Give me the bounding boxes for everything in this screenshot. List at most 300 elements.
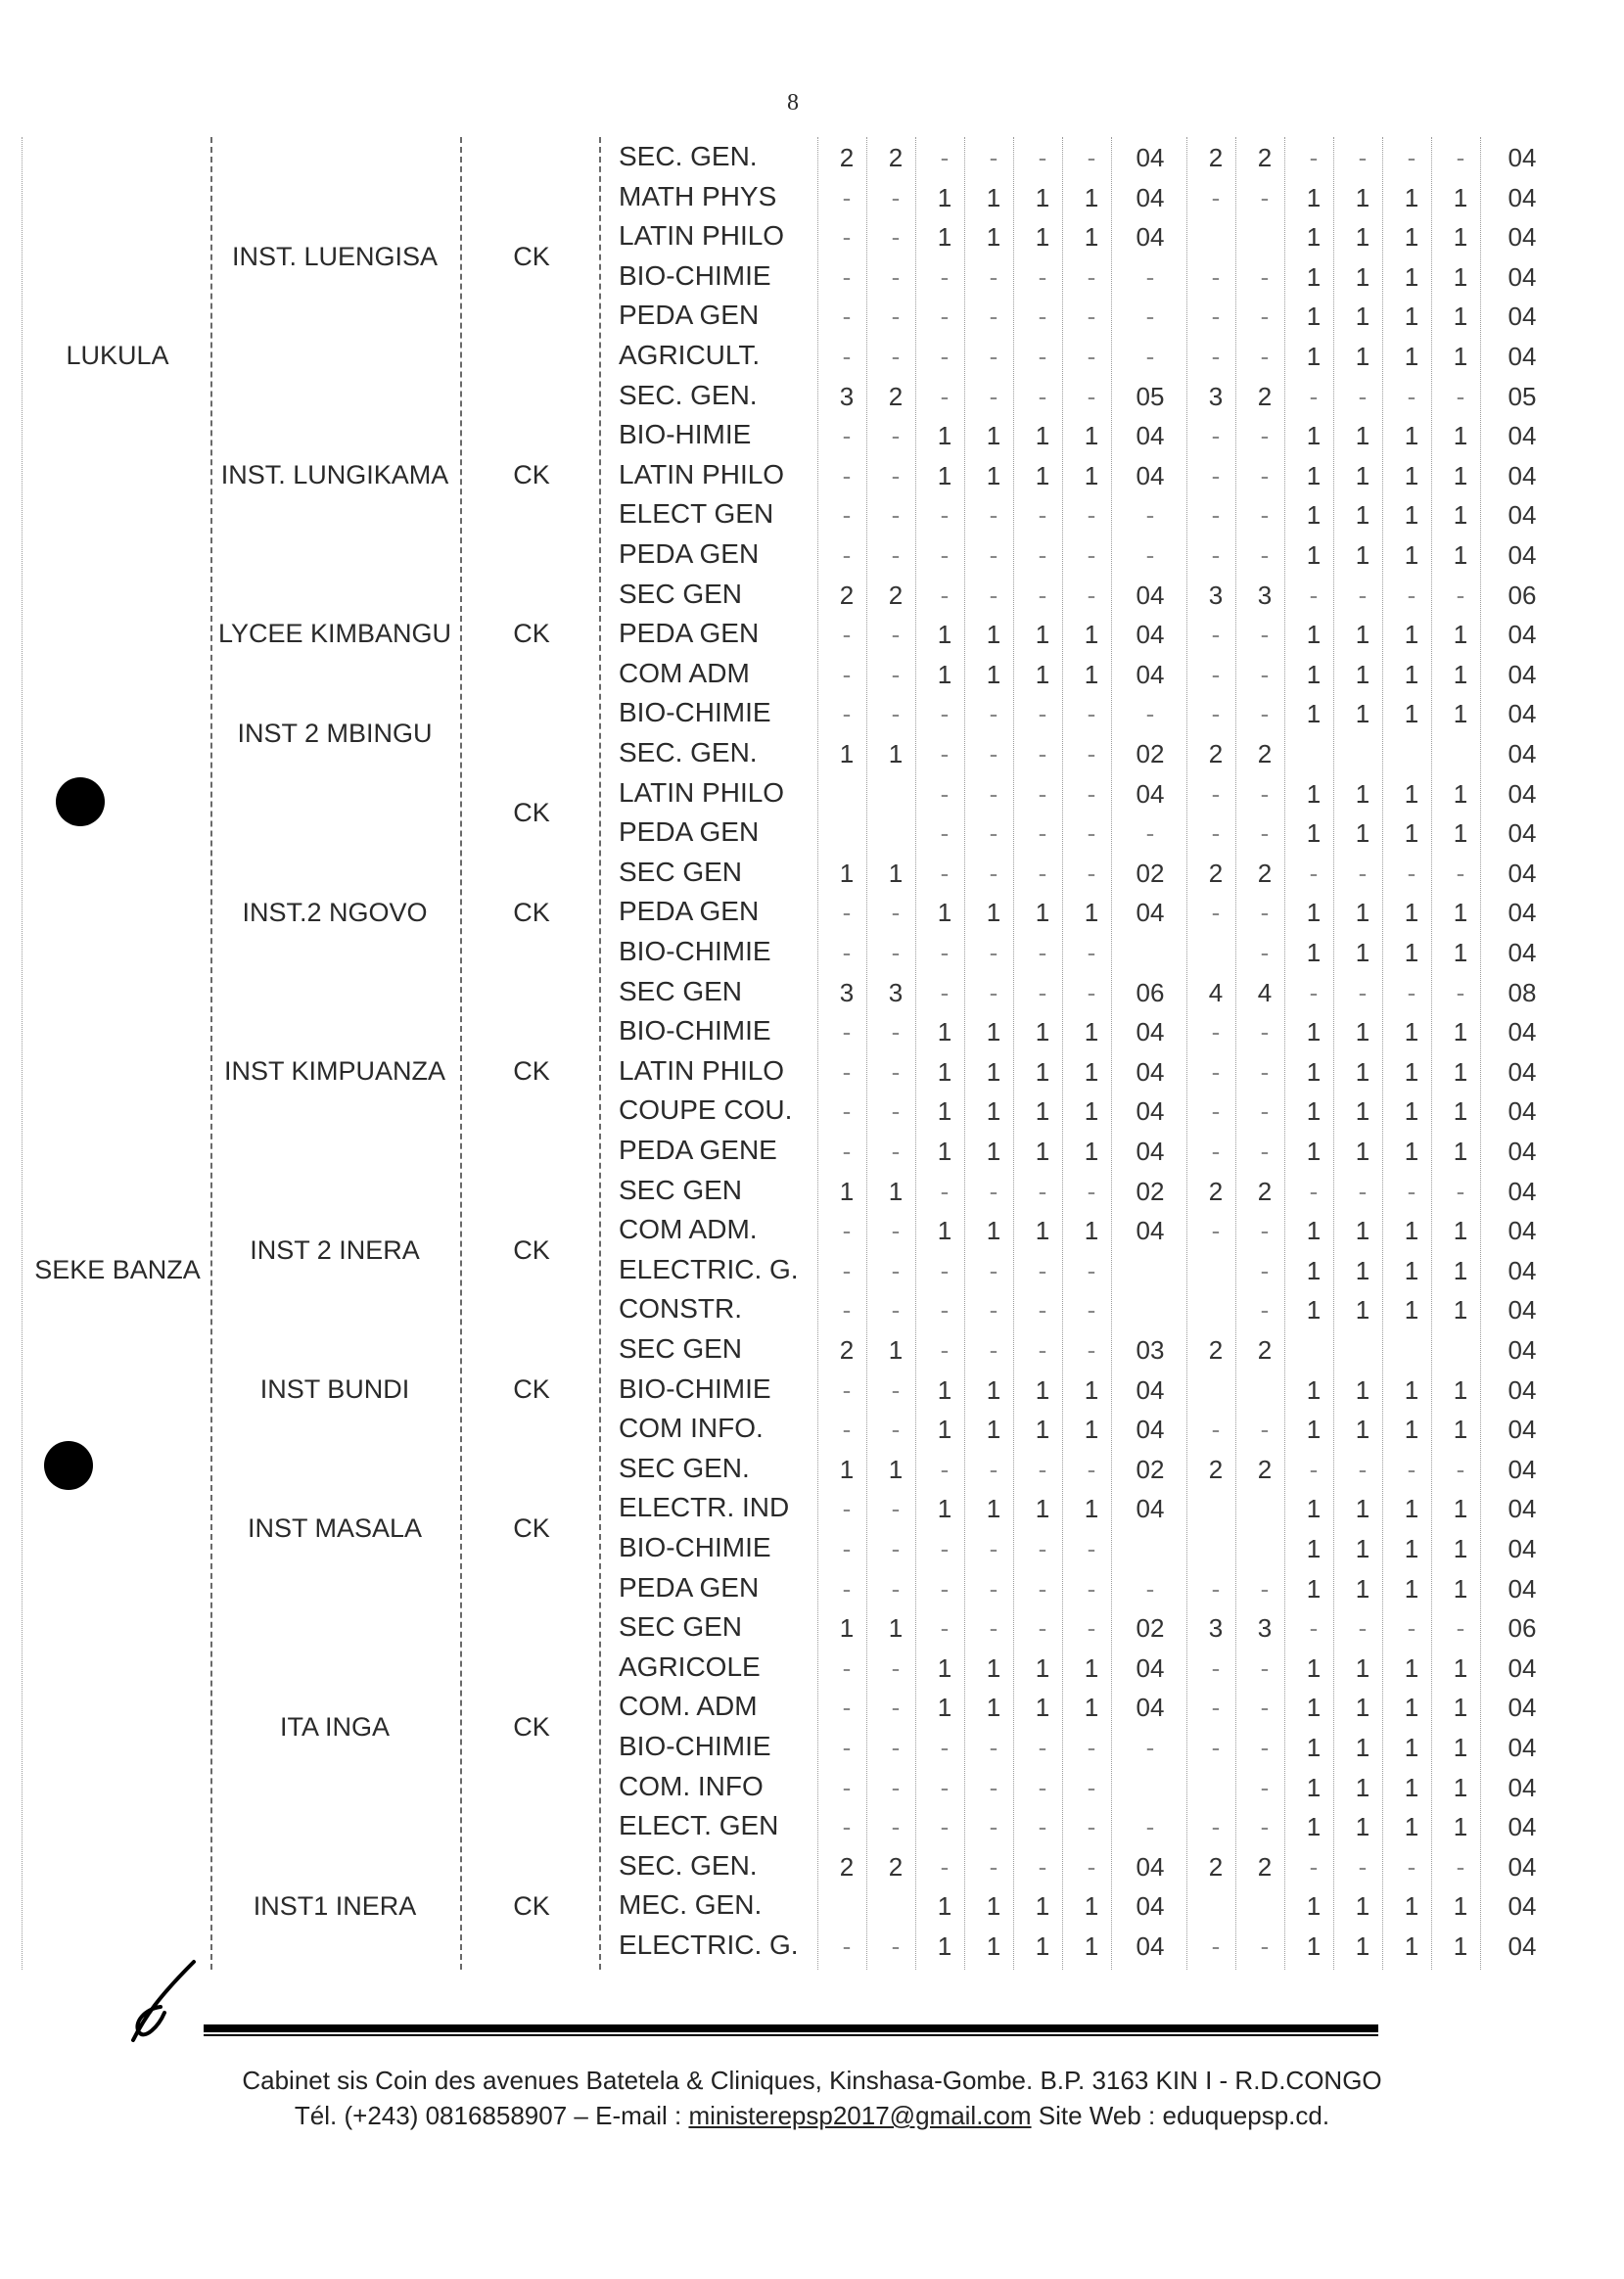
count-cell: 1 (986, 1017, 1001, 1047)
count-cell: - (891, 1534, 901, 1563)
count-cell: 1 (1404, 1255, 1419, 1285)
footer-site[interactable]: eduquepsp.cd. (1162, 2101, 1330, 2130)
count-cell: - (989, 818, 998, 849)
count-cell: 06 (1136, 977, 1165, 1007)
count-cell: 1 (986, 1056, 1001, 1087)
count-cell: 1 (1355, 818, 1370, 849)
count-cell: - (1211, 500, 1221, 531)
count-cell: 1 (1306, 182, 1322, 212)
count-cell: - (1038, 1733, 1047, 1762)
count-cell: 1 (1035, 1137, 1050, 1166)
count-cell: 1 (1453, 699, 1468, 729)
count-cell: - (1211, 1693, 1221, 1723)
count-cell: 1 (1084, 898, 1099, 928)
count-cell: 1 (1084, 1494, 1099, 1524)
count-cell: 1 (839, 1454, 855, 1484)
option-name: BIO-CHIMIE (619, 1372, 771, 1404)
count-cell: 2 (1257, 1454, 1273, 1484)
count-cell: 1 (1306, 1056, 1322, 1087)
count-cell: 1 (1404, 1494, 1419, 1524)
count-cell: 1 (986, 1693, 1001, 1723)
count-cell: - (1407, 143, 1416, 172)
count-cell: - (1038, 261, 1047, 292)
count-cell: - (1038, 302, 1047, 332)
count-cell: 1 (1453, 1096, 1468, 1127)
count-cell: - (891, 1812, 901, 1842)
count-cell: - (989, 342, 998, 371)
count-cell: 1 (1355, 1534, 1370, 1563)
count-cell: 3 (1208, 580, 1224, 610)
count-cell: - (842, 1931, 852, 1961)
count-cell: - (1211, 540, 1221, 570)
count-cell: - (940, 1255, 950, 1285)
count-cell: 1 (888, 1613, 904, 1644)
count-cell: 1 (937, 1415, 952, 1445)
count-cell: - (989, 580, 998, 610)
count-cell: 04 (1508, 1693, 1537, 1723)
footer-phone: Tél. (+243) 0816858907 – E-mail : (294, 2101, 689, 2130)
count-cell: - (1087, 381, 1096, 411)
count-cell: 04 (1136, 1652, 1165, 1683)
column-divider (460, 137, 462, 1970)
count-cell: 1 (1453, 1295, 1468, 1326)
count-cell: - (989, 302, 998, 332)
count-cell: - (940, 1573, 950, 1604)
option-name: MEC. GEN. (619, 1889, 763, 1921)
count-cell: - (842, 1216, 852, 1246)
count-cell: - (1211, 699, 1221, 729)
count-cell: - (1260, 1216, 1270, 1246)
count-cell: 1 (937, 1374, 952, 1405)
count-cell: 1 (1453, 1534, 1468, 1563)
count-cell: - (1260, 699, 1270, 729)
count-cell: - (1260, 302, 1270, 332)
count-cell: - (1211, 818, 1221, 849)
count-cell: - (891, 460, 901, 490)
count-cell: 1 (1306, 1494, 1322, 1524)
column-divider (915, 137, 916, 1970)
count-cell: 1 (986, 1652, 1001, 1683)
count-cell: 1 (1306, 1733, 1322, 1762)
count-cell: 1 (1355, 1295, 1370, 1326)
option-name: LATIN PHILO (619, 1054, 785, 1086)
count-cell: - (842, 659, 852, 689)
count-cell: 04 (1508, 342, 1537, 371)
count-cell: - (842, 1772, 852, 1802)
count-cell: 1 (1306, 261, 1322, 292)
count-cell: - (989, 1573, 998, 1604)
count-cell: - (891, 1017, 901, 1047)
count-cell: - (940, 1812, 950, 1842)
option-name: ELECTRIC. G. (619, 1253, 799, 1284)
count-cell: - (1087, 977, 1096, 1007)
count-cell: 04 (1136, 1216, 1165, 1246)
count-cell: 1 (1453, 182, 1468, 212)
column-divider (1382, 137, 1383, 1970)
count-cell: 2 (888, 381, 904, 411)
count-cell: - (842, 1693, 852, 1723)
count-cell: - (1260, 1812, 1270, 1842)
count-cell: 1 (1355, 1931, 1370, 1961)
count-cell: - (1260, 1017, 1270, 1047)
count-cell: 1 (1453, 1056, 1468, 1087)
count-cell: - (989, 977, 998, 1007)
count-cell: 04 (1508, 460, 1537, 490)
count-cell: 1 (1084, 659, 1099, 689)
count-cell: - (1358, 381, 1368, 411)
count-cell: - (1087, 1812, 1096, 1842)
count-cell: - (1260, 938, 1270, 967)
option-name: ELECTR. IND (619, 1492, 790, 1523)
count-cell: 1 (1355, 1374, 1370, 1405)
count-cell: - (1038, 540, 1047, 570)
column-divider (1111, 137, 1112, 1970)
count-cell: 2 (839, 580, 855, 610)
count-cell: 1 (937, 659, 952, 689)
count-cell: 1 (1404, 1534, 1419, 1563)
count-cell: 1 (937, 1891, 952, 1922)
option-name: CONSTR. (619, 1293, 742, 1325)
count-cell: 1 (1355, 1415, 1370, 1445)
count-cell: - (1407, 1454, 1416, 1484)
count-cell: - (1309, 580, 1319, 610)
column-divider (1480, 137, 1481, 1970)
count-cell: - (842, 540, 852, 570)
count-cell: - (1087, 778, 1096, 809)
count-cell: 1 (1306, 1812, 1322, 1842)
count-cell: - (842, 421, 852, 451)
count-cell: 04 (1508, 1652, 1537, 1683)
count-cell: 08 (1508, 977, 1537, 1007)
count-cell: 1 (937, 222, 952, 253)
count-cell: - (1145, 1812, 1155, 1842)
count-cell: 1 (1084, 1374, 1099, 1405)
count-cell: - (1456, 1851, 1465, 1882)
count-cell: - (1211, 1812, 1221, 1842)
count-cell: - (1038, 1295, 1047, 1326)
count-cell: 1 (1453, 1494, 1468, 1524)
count-cell: 04 (1508, 1176, 1537, 1206)
footer-email-link[interactable]: ministerepsp2017@gmail.com (688, 2101, 1032, 2130)
count-cell: 02 (1136, 1613, 1165, 1644)
count-cell: 1 (1453, 1216, 1468, 1246)
count-cell: - (1260, 1652, 1270, 1683)
count-cell: 04 (1508, 1733, 1537, 1762)
count-cell: 1 (1035, 1494, 1050, 1524)
count-cell: 1 (937, 1137, 952, 1166)
count-cell: - (1038, 977, 1047, 1007)
count-cell: 1 (1084, 1096, 1099, 1127)
count-cell: - (1145, 1573, 1155, 1604)
option-name: ELECTRIC. G. (619, 1930, 799, 1960)
count-cell: 04 (1508, 182, 1537, 212)
regime-code: CK (513, 619, 550, 649)
count-cell: 04 (1508, 1772, 1537, 1802)
count-cell: 04 (1508, 739, 1537, 768)
count-cell: 1 (1453, 1772, 1468, 1802)
count-cell: 1 (1084, 1216, 1099, 1246)
count-cell: - (1087, 699, 1096, 729)
school-options-table (0, 137, 1624, 1968)
count-cell: - (1087, 143, 1096, 172)
count-cell: 1 (1404, 699, 1419, 729)
count-cell: 04 (1136, 778, 1165, 809)
count-cell: 1 (1306, 938, 1322, 967)
count-cell: - (989, 1851, 998, 1882)
option-name: COM. ADM (619, 1691, 758, 1722)
count-cell: 1 (1035, 659, 1050, 689)
count-cell: - (1407, 977, 1416, 1007)
count-cell: 1 (986, 1891, 1001, 1922)
count-cell: - (1211, 1096, 1221, 1127)
count-cell: - (842, 1137, 852, 1166)
count-cell: 04 (1136, 143, 1165, 172)
count-cell: 2 (888, 1851, 904, 1882)
punch-hole-mark (44, 1441, 93, 1490)
regime-code: CK (513, 459, 550, 489)
option-name: COM ADM. (619, 1214, 758, 1245)
count-cell: 1 (839, 1613, 855, 1644)
count-cell: 2 (1208, 739, 1224, 768)
count-cell: - (1260, 1733, 1270, 1762)
school-name: INST BUNDI (259, 1373, 410, 1404)
count-cell: 1 (1404, 1652, 1419, 1683)
count-cell: - (1456, 143, 1465, 172)
count-cell: 1 (1355, 1255, 1370, 1285)
count-cell: 1 (1355, 1772, 1370, 1802)
count-cell: - (1309, 1851, 1319, 1882)
option-name: PEDA GEN (619, 816, 760, 848)
school-name: INST MASALA (247, 1512, 423, 1543)
count-cell: - (1087, 1255, 1096, 1285)
footer-rule (204, 2024, 1378, 2032)
count-cell: 1 (1306, 1374, 1322, 1405)
count-cell: 4 (1257, 977, 1273, 1007)
option-name: BIO-CHIMIE (619, 1731, 771, 1761)
count-cell: 1 (1306, 1891, 1322, 1922)
count-cell: - (1087, 1772, 1096, 1802)
count-cell: 1 (1355, 938, 1370, 967)
count-cell: 2 (839, 1335, 855, 1365)
count-cell: - (940, 143, 950, 172)
count-cell: 1 (1355, 1693, 1370, 1723)
regime-code: CK (513, 1234, 550, 1265)
count-cell: 1 (1453, 898, 1468, 928)
count-cell: - (989, 540, 998, 570)
option-name: PEDA GEN (619, 896, 760, 927)
count-cell: - (842, 182, 852, 212)
count-cell: 04 (1508, 222, 1537, 253)
count-cell: - (989, 1534, 998, 1563)
count-cell: 1 (986, 1931, 1001, 1961)
option-name: COUPE COU. (619, 1094, 793, 1126)
count-cell: 1 (1404, 1216, 1419, 1246)
count-cell: 1 (1084, 1017, 1099, 1047)
count-cell: - (1407, 1176, 1416, 1206)
count-cell: - (842, 1812, 852, 1842)
count-cell: 04 (1508, 1454, 1537, 1484)
count-cell: 1 (1084, 1652, 1099, 1683)
count-cell: 04 (1136, 898, 1165, 928)
count-cell: 1 (1306, 699, 1322, 729)
count-cell: 04 (1508, 778, 1537, 809)
count-cell: 1 (1355, 1494, 1370, 1524)
count-cell: - (1260, 1137, 1270, 1166)
count-cell: 1 (1355, 460, 1370, 490)
school-name: INST. LUENGISA (231, 241, 439, 271)
count-cell: - (891, 1415, 901, 1445)
count-cell: 2 (888, 143, 904, 172)
count-cell: 1 (839, 858, 855, 888)
count-cell: 1 (1404, 182, 1419, 212)
option-name: PEDA GEN (619, 538, 760, 569)
count-cell: 1 (1404, 1573, 1419, 1604)
count-cell: - (1038, 1534, 1047, 1563)
count-cell: - (1456, 580, 1465, 610)
count-cell: 1 (937, 1216, 952, 1246)
column-divider (817, 137, 818, 1970)
count-cell: - (1260, 261, 1270, 292)
count-cell: 1 (937, 460, 952, 490)
count-cell: 3 (839, 381, 855, 411)
count-cell: 1 (1453, 421, 1468, 451)
option-name: LATIN PHILO (619, 220, 785, 252)
count-cell: - (842, 898, 852, 928)
count-cell: 04 (1136, 580, 1165, 610)
option-name: BIO-CHIMIE (619, 697, 771, 728)
count-cell: 1 (1355, 421, 1370, 451)
count-cell: 2 (1257, 143, 1273, 172)
count-cell: 1 (1355, 1056, 1370, 1087)
count-cell: - (940, 540, 950, 570)
count-cell: 04 (1508, 1931, 1537, 1961)
count-cell: 1 (1035, 460, 1050, 490)
school-name: LYCEE KIMBANGU (217, 619, 452, 649)
count-cell: - (1407, 1851, 1416, 1882)
count-cell: 1 (1035, 1017, 1050, 1047)
count-cell: 1 (1306, 540, 1322, 570)
count-cell: - (1038, 778, 1047, 809)
count-cell: 1 (1084, 1415, 1099, 1445)
count-cell: 1 (1355, 620, 1370, 650)
count-cell: - (1038, 342, 1047, 371)
count-cell: 04 (1508, 1374, 1537, 1405)
count-cell: - (891, 182, 901, 212)
option-name: COM. INFO (619, 1770, 764, 1801)
count-cell: 1 (986, 1216, 1001, 1246)
option-name: SEC GEN (619, 1611, 743, 1643)
count-cell: - (1260, 818, 1270, 849)
count-cell: 1 (1355, 1137, 1370, 1166)
count-cell: - (1260, 460, 1270, 490)
count-cell: 2 (1257, 1851, 1273, 1882)
count-cell: - (989, 1613, 998, 1644)
count-cell: 04 (1508, 858, 1537, 888)
count-cell: 1 (1035, 1891, 1050, 1922)
count-cell: 1 (1404, 1295, 1419, 1326)
count-cell: - (989, 1295, 998, 1326)
count-cell: - (891, 1255, 901, 1285)
count-cell: 04 (1508, 620, 1537, 650)
count-cell: 04 (1508, 898, 1537, 928)
count-cell: - (1456, 381, 1465, 411)
count-cell: - (1309, 1454, 1319, 1484)
count-cell: 1 (1306, 778, 1322, 809)
count-cell: - (842, 222, 852, 253)
option-name: PEDA GEN (619, 618, 760, 649)
count-cell: 04 (1508, 818, 1537, 849)
count-cell: 1 (1035, 1096, 1050, 1127)
count-cell: 1 (1355, 1096, 1370, 1127)
count-cell: 1 (1035, 1693, 1050, 1723)
count-cell: 04 (1136, 1017, 1165, 1047)
count-cell: - (940, 739, 950, 768)
count-cell: - (1211, 302, 1221, 332)
option-name: PEDA GEN (619, 1571, 760, 1603)
count-cell: - (1456, 858, 1465, 888)
count-cell: - (989, 739, 998, 768)
option-name: SEC. GEN. (619, 1849, 758, 1881)
count-cell: - (989, 938, 998, 967)
count-cell: - (1260, 778, 1270, 809)
count-cell: - (1087, 342, 1096, 371)
count-cell: - (940, 1295, 950, 1326)
count-cell: - (1087, 1613, 1096, 1644)
count-cell: - (1087, 1335, 1096, 1365)
count-cell: 1 (1084, 1693, 1099, 1723)
count-cell: - (1358, 1613, 1368, 1644)
count-cell: 04 (1136, 182, 1165, 212)
count-cell: - (891, 1056, 901, 1087)
count-cell: - (1211, 898, 1221, 928)
count-cell: - (842, 1295, 852, 1326)
regime-code: CK (513, 1711, 550, 1742)
count-cell: 1 (1404, 778, 1419, 809)
count-cell: 1 (1453, 818, 1468, 849)
count-cell: 1 (986, 182, 1001, 212)
count-cell: - (940, 500, 950, 531)
count-cell: - (1087, 261, 1096, 292)
count-cell: 1 (888, 1454, 904, 1484)
count-cell: 1 (1084, 222, 1099, 253)
count-cell: 1 (1306, 302, 1322, 332)
count-cell: - (1211, 261, 1221, 292)
count-cell: - (1087, 302, 1096, 332)
count-cell: - (940, 1176, 950, 1206)
count-cell: 1 (1306, 1693, 1322, 1723)
district-name: LUKULA (66, 341, 169, 371)
count-cell: - (1260, 620, 1270, 650)
option-name: SEC GEN (619, 1174, 743, 1205)
school-name: INST. LUNGIKAMA (220, 459, 449, 489)
column-divider (1186, 137, 1187, 1970)
count-cell: 04 (1508, 1415, 1537, 1445)
count-cell: 1 (1306, 1931, 1322, 1961)
footer-site-label: Site Web : (1031, 2101, 1163, 2130)
count-cell: - (1358, 858, 1368, 888)
count-cell: 1 (1453, 1255, 1468, 1285)
count-cell: 04 (1508, 143, 1537, 172)
count-cell: 1 (1035, 1652, 1050, 1683)
count-cell: 1 (986, 1494, 1001, 1524)
count-cell: 2 (1208, 1335, 1224, 1365)
count-cell: - (1145, 261, 1155, 292)
regime-code: CK (513, 1373, 550, 1404)
count-cell: - (1145, 500, 1155, 531)
count-cell: 1 (1404, 1693, 1419, 1723)
count-cell: 2 (839, 143, 855, 172)
option-name: AGRICOLE (619, 1651, 761, 1682)
